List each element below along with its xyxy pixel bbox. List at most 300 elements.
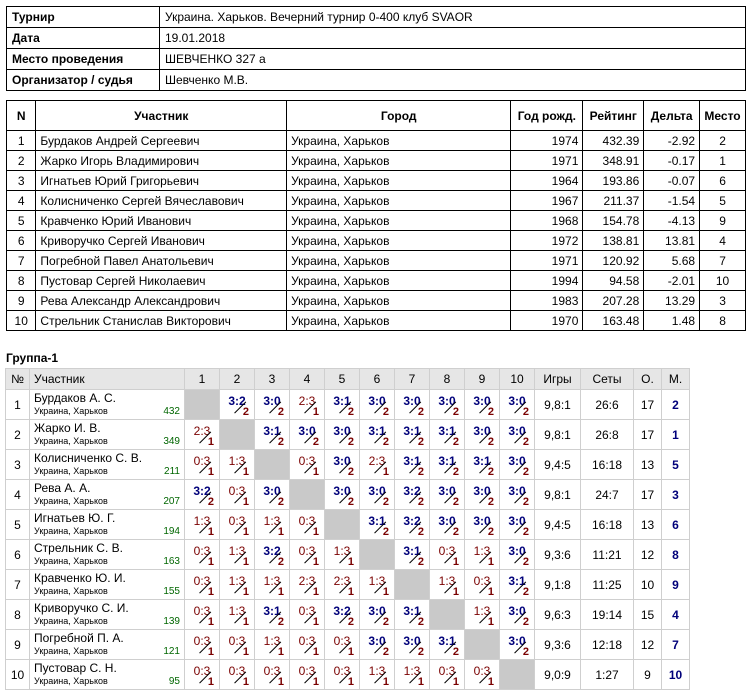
game-points: 1 xyxy=(207,466,214,478)
game-score: 0:3 xyxy=(193,543,211,558)
participant-rating: 154.78 xyxy=(583,211,644,231)
player-name: Игнатьев Ю. Г. xyxy=(34,511,116,525)
crosstable-row xyxy=(6,540,690,570)
player-cell xyxy=(30,540,185,570)
game-points: 2 xyxy=(347,436,354,448)
game-result-cell xyxy=(290,510,325,540)
game-points: 1 xyxy=(487,676,494,688)
crosstable-row xyxy=(6,420,690,450)
participant-rating: 94.58 xyxy=(583,271,644,291)
game-points: 2 xyxy=(277,436,284,448)
header-city: Город xyxy=(287,101,511,131)
game-result-cell xyxy=(185,420,220,450)
game-score: 3:0 xyxy=(263,483,281,498)
diagonal-cell xyxy=(500,660,535,690)
table-row xyxy=(7,191,746,211)
game-points: 2 xyxy=(522,436,529,448)
game-points: 1 xyxy=(207,676,214,688)
game-result-cell xyxy=(220,600,255,630)
game-score: 3:0 xyxy=(438,483,456,498)
participants-table xyxy=(6,100,746,331)
diagonal-cell xyxy=(255,450,290,480)
game-result-cell xyxy=(430,660,465,690)
game-score: 3:0 xyxy=(508,513,526,528)
crosstable-row xyxy=(6,390,690,420)
row-number: 5 xyxy=(6,510,30,540)
place-result: 1 xyxy=(662,420,690,450)
game-score: 3:0 xyxy=(508,543,526,558)
games-total: 9,4:5 xyxy=(535,450,581,480)
player-cell xyxy=(30,570,185,600)
game-result-cell xyxy=(185,570,220,600)
game-points: 2 xyxy=(417,616,424,628)
info-value: Украина. Харьков. Вечерний турнир 0-400 клуб SVAOR xyxy=(160,7,746,28)
game-points: 2 xyxy=(452,406,459,418)
header-delta: Дельта xyxy=(644,101,700,131)
game-score: 3:1 xyxy=(403,423,421,438)
games-total: 9,8:1 xyxy=(535,480,581,510)
game-score: 3:0 xyxy=(333,453,351,468)
game-score: 0:3 xyxy=(298,453,316,468)
sets-total: 26:6 xyxy=(581,390,634,420)
crosstable-row xyxy=(6,570,690,600)
game-points: 1 xyxy=(312,526,319,538)
game-result-cell xyxy=(325,570,360,600)
header-birth-year: Год рожд. xyxy=(511,101,583,131)
player-cell xyxy=(30,660,185,690)
game-result-cell xyxy=(465,570,500,600)
game-score: 3:0 xyxy=(298,423,316,438)
game-points: 1 xyxy=(312,676,319,688)
game-points: 1 xyxy=(242,646,249,658)
participant-rating: 138.81 xyxy=(583,231,644,251)
game-result-cell xyxy=(465,510,500,540)
info-label: Место проведения xyxy=(7,49,160,70)
game-points: 2 xyxy=(522,616,529,628)
game-points: 2 xyxy=(417,466,424,478)
header-participant: Участник xyxy=(30,369,185,390)
row-number: 9 xyxy=(6,630,30,660)
sets-total: 11:25 xyxy=(581,570,634,600)
game-points: 2 xyxy=(522,586,529,598)
player-city: Украина, Харьков xyxy=(34,466,108,476)
game-points: 1 xyxy=(312,556,319,568)
player-cell xyxy=(30,510,185,540)
game-result-cell xyxy=(465,420,500,450)
game-points: 2 xyxy=(452,436,459,448)
game-points: 1 xyxy=(312,616,319,628)
game-result-cell xyxy=(255,660,290,690)
participant-name: Криворучко Сергей Иванович xyxy=(36,231,287,251)
game-score: 0:3 xyxy=(228,483,246,498)
header-points: О. xyxy=(634,369,662,390)
game-result-cell xyxy=(220,570,255,600)
row-number: 3 xyxy=(6,450,30,480)
row-number: 1 xyxy=(6,390,30,420)
games-total: 9,1:8 xyxy=(535,570,581,600)
game-points: 2 xyxy=(522,406,529,418)
game-points: 1 xyxy=(452,676,459,688)
game-points: 1 xyxy=(207,646,214,658)
participant-name: Кравченко Юрий Иванович xyxy=(36,211,287,231)
participant-city: Украина, Харьков xyxy=(287,211,511,231)
game-score: 1:3 xyxy=(228,603,246,618)
game-points: 1 xyxy=(207,436,214,448)
game-result-cell xyxy=(465,480,500,510)
sets-total: 16:18 xyxy=(581,510,634,540)
game-result-cell xyxy=(395,480,430,510)
game-result-cell xyxy=(395,420,430,450)
game-score: 0:3 xyxy=(473,663,491,678)
participant-place: 3 xyxy=(700,291,746,311)
player-cell xyxy=(30,600,185,630)
participant-birth-year: 1971 xyxy=(511,151,583,171)
player-name: Колисниченко С. В. xyxy=(34,451,143,465)
game-result-cell xyxy=(430,480,465,510)
player-rating: 95 xyxy=(168,676,180,687)
game-score: 0:3 xyxy=(333,663,351,678)
player-city: Украина, Харьков xyxy=(34,676,108,686)
game-score: 3:0 xyxy=(473,393,491,408)
game-points: 2 xyxy=(417,526,424,538)
table-row xyxy=(7,211,746,231)
row-number: 8 xyxy=(6,600,30,630)
game-points: 1 xyxy=(277,586,284,598)
game-points: 2 xyxy=(347,406,354,418)
game-score: 1:3 xyxy=(193,513,211,528)
game-score: 1:3 xyxy=(263,513,281,528)
game-score: 3:2 xyxy=(228,393,246,408)
participant-city: Украина, Харьков xyxy=(287,271,511,291)
game-points: 2 xyxy=(277,616,284,628)
points-total: 12 xyxy=(634,540,662,570)
game-score: 1:3 xyxy=(228,453,246,468)
points-total: 13 xyxy=(634,450,662,480)
place-result: 3 xyxy=(662,480,690,510)
participant-city: Украина, Харьков xyxy=(287,311,511,331)
row-number: 7 xyxy=(6,570,30,600)
game-score: 2:3 xyxy=(368,453,386,468)
game-result-cell xyxy=(290,390,325,420)
game-score: 0:3 xyxy=(193,573,211,588)
game-score: 1:3 xyxy=(368,663,386,678)
info-row xyxy=(7,70,746,91)
info-value: 19.01.2018 xyxy=(160,28,746,49)
game-score: 0:3 xyxy=(193,633,211,648)
game-points: 1 xyxy=(382,466,389,478)
games-total: 9,8:1 xyxy=(535,420,581,450)
player-name: Жарко И. В. xyxy=(34,421,101,435)
game-score: 0:3 xyxy=(263,663,281,678)
participant-birth-year: 1994 xyxy=(511,271,583,291)
game-points: 2 xyxy=(242,406,249,418)
table-row xyxy=(7,271,746,291)
game-result-cell xyxy=(325,540,360,570)
game-result-cell xyxy=(500,390,535,420)
player-city: Украина, Харьков xyxy=(34,436,108,446)
sets-total: 11:21 xyxy=(581,540,634,570)
game-result-cell xyxy=(360,390,395,420)
participant-number: 1 xyxy=(7,131,36,151)
participant-birth-year: 1970 xyxy=(511,311,583,331)
game-result-cell xyxy=(220,510,255,540)
crosstable-row xyxy=(6,600,690,630)
header-col-10: 10 xyxy=(500,369,535,390)
game-score: 2:3 xyxy=(298,393,316,408)
game-points: 1 xyxy=(312,466,319,478)
game-score: 0:3 xyxy=(193,603,211,618)
participant-birth-year: 1974 xyxy=(511,131,583,151)
header-col-9: 9 xyxy=(465,369,500,390)
game-points: 2 xyxy=(487,466,494,478)
header-col-8: 8 xyxy=(430,369,465,390)
participant-name: Игнатьев Юрий Григорьевич xyxy=(36,171,287,191)
game-result-cell xyxy=(255,540,290,570)
game-result-cell xyxy=(290,450,325,480)
game-score: 2:3 xyxy=(298,573,316,588)
participant-number: 9 xyxy=(7,291,36,311)
player-city: Украина, Харьков xyxy=(34,406,108,416)
player-rating: 349 xyxy=(163,436,180,447)
game-score: 1:3 xyxy=(228,573,246,588)
player-city: Украина, Харьков xyxy=(34,496,108,506)
player-city: Украина, Харьков xyxy=(34,646,108,656)
game-result-cell xyxy=(465,540,500,570)
crosstable-row xyxy=(6,660,690,690)
player-cell xyxy=(30,480,185,510)
participant-place: 8 xyxy=(700,311,746,331)
participant-name: Колисниченко Сергей Вячеславович xyxy=(36,191,287,211)
participant-rating: 193.86 xyxy=(583,171,644,191)
game-result-cell xyxy=(255,510,290,540)
game-score: 3:2 xyxy=(263,543,281,558)
game-result-cell xyxy=(325,480,360,510)
game-points: 2 xyxy=(417,436,424,448)
place-result: 6 xyxy=(662,510,690,540)
diagonal-cell xyxy=(325,510,360,540)
place-result: 5 xyxy=(662,450,690,480)
game-score: 3:1 xyxy=(368,423,386,438)
table-row xyxy=(7,231,746,251)
participant-name: Рева Александр Александрович xyxy=(36,291,287,311)
row-number: 2 xyxy=(6,420,30,450)
participant-name: Пустовар Сергей Николаевич xyxy=(36,271,287,291)
game-points: 2 xyxy=(487,526,494,538)
player-name: Пустовар С. Н. xyxy=(34,661,117,675)
header-col-2: 2 xyxy=(220,369,255,390)
participant-rating: 211.37 xyxy=(583,191,644,211)
game-score: 3:0 xyxy=(403,393,421,408)
info-value: Шевченко М.В. xyxy=(160,70,746,91)
game-points: 2 xyxy=(522,496,529,508)
participant-place: 7 xyxy=(700,251,746,271)
games-total: 9,8:1 xyxy=(535,390,581,420)
game-score: 1:3 xyxy=(333,543,351,558)
place-result: 8 xyxy=(662,540,690,570)
player-rating: 121 xyxy=(163,646,180,657)
points-total: 10 xyxy=(634,570,662,600)
game-points: 1 xyxy=(347,676,354,688)
points-total: 17 xyxy=(634,480,662,510)
place-result: 4 xyxy=(662,600,690,630)
game-result-cell xyxy=(220,480,255,510)
diagonal-cell xyxy=(290,480,325,510)
game-points: 1 xyxy=(452,586,459,598)
game-result-cell xyxy=(360,600,395,630)
game-points: 1 xyxy=(487,556,494,568)
player-cell xyxy=(30,630,185,660)
place-result: 2 xyxy=(662,390,690,420)
game-score: 3:0 xyxy=(473,483,491,498)
game-points: 2 xyxy=(312,436,319,448)
game-result-cell xyxy=(430,540,465,570)
game-result-cell xyxy=(430,510,465,540)
game-result-cell xyxy=(220,450,255,480)
header-place: Место xyxy=(700,101,746,131)
player-rating: 432 xyxy=(163,406,180,417)
game-result-cell xyxy=(465,660,500,690)
game-score: 3:1 xyxy=(438,633,456,648)
game-result-cell xyxy=(185,630,220,660)
game-score: 3:0 xyxy=(403,633,421,648)
participants-header-row xyxy=(7,101,746,131)
table-row xyxy=(7,291,746,311)
row-number: 6 xyxy=(6,540,30,570)
game-points: 2 xyxy=(347,466,354,478)
game-result-cell xyxy=(185,540,220,570)
crosstable-row xyxy=(6,480,690,510)
place-result: 10 xyxy=(662,660,690,690)
game-points: 1 xyxy=(207,556,214,568)
participant-delta: -0.07 xyxy=(644,171,700,191)
game-points: 1 xyxy=(242,526,249,538)
game-points: 2 xyxy=(382,646,389,658)
info-row xyxy=(7,7,746,28)
participant-birth-year: 1967 xyxy=(511,191,583,211)
game-points: 2 xyxy=(382,406,389,418)
game-points: 1 xyxy=(452,556,459,568)
game-points: 1 xyxy=(242,556,249,568)
crosstable-row xyxy=(6,510,690,540)
player-city: Украина, Харьков xyxy=(34,616,108,626)
place-result: 9 xyxy=(662,570,690,600)
game-score: 3:0 xyxy=(368,603,386,618)
sets-total: 12:18 xyxy=(581,630,634,660)
player-cell xyxy=(30,420,185,450)
game-result-cell xyxy=(430,420,465,450)
game-score: 3:0 xyxy=(333,483,351,498)
game-result-cell xyxy=(185,480,220,510)
tournament-info-table xyxy=(6,6,746,91)
player-name: Погребной П. А. xyxy=(34,631,124,645)
game-score: 3:0 xyxy=(508,423,526,438)
table-row xyxy=(7,171,746,191)
header-col-4: 4 xyxy=(290,369,325,390)
player-rating: 139 xyxy=(163,616,180,627)
game-score: 3:1 xyxy=(403,543,421,558)
diagonal-cell xyxy=(430,600,465,630)
participant-delta: -1.54 xyxy=(644,191,700,211)
player-cell xyxy=(30,390,185,420)
games-total: 9,4:5 xyxy=(535,510,581,540)
game-points: 1 xyxy=(347,556,354,568)
game-points: 1 xyxy=(242,586,249,598)
player-name: Стрельник С. В. xyxy=(34,541,123,555)
game-points: 1 xyxy=(417,676,424,688)
game-result-cell xyxy=(290,630,325,660)
game-score: 3:0 xyxy=(263,393,281,408)
player-city: Украина, Харьков xyxy=(34,556,108,566)
game-score: 3:0 xyxy=(508,633,526,648)
game-result-cell xyxy=(255,600,290,630)
game-points: 2 xyxy=(487,496,494,508)
game-points: 1 xyxy=(242,466,249,478)
game-points: 1 xyxy=(347,646,354,658)
points-total: 13 xyxy=(634,510,662,540)
game-result-cell xyxy=(360,570,395,600)
row-number: 10 xyxy=(6,660,30,690)
game-score: 2:3 xyxy=(333,573,351,588)
participant-city: Украина, Харьков xyxy=(287,171,511,191)
game-points: 2 xyxy=(417,406,424,418)
participant-birth-year: 1968 xyxy=(511,211,583,231)
game-points: 1 xyxy=(207,586,214,598)
participant-rating: 432.39 xyxy=(583,131,644,151)
game-score: 3:0 xyxy=(508,453,526,468)
game-points: 2 xyxy=(487,436,494,448)
participant-city: Украина, Харьков xyxy=(287,151,511,171)
game-result-cell xyxy=(290,600,325,630)
game-score: 3:2 xyxy=(333,603,351,618)
game-points: 1 xyxy=(487,616,494,628)
participant-birth-year: 1964 xyxy=(511,171,583,191)
game-score: 3:0 xyxy=(368,633,386,648)
header-games: Игры xyxy=(535,369,581,390)
group-title: Группа-1 xyxy=(6,351,59,365)
diagonal-cell xyxy=(220,420,255,450)
participant-name: Бурдаков Андрей Сергеевич xyxy=(36,131,287,151)
game-score: 0:3 xyxy=(228,513,246,528)
info-value: ШЕВЧЕНКО 327 а xyxy=(160,49,746,70)
game-score: 3:1 xyxy=(263,603,281,618)
game-points: 2 xyxy=(347,496,354,508)
game-result-cell xyxy=(325,450,360,480)
game-points: 2 xyxy=(382,436,389,448)
game-result-cell xyxy=(255,390,290,420)
header-place: М. xyxy=(662,369,690,390)
player-city: Украина, Харьков xyxy=(34,586,108,596)
game-result-cell xyxy=(220,660,255,690)
game-points: 2 xyxy=(277,556,284,568)
game-score: 1:3 xyxy=(438,573,456,588)
participant-place: 9 xyxy=(700,211,746,231)
row-number: 4 xyxy=(6,480,30,510)
game-result-cell xyxy=(500,450,535,480)
game-points: 2 xyxy=(417,496,424,508)
game-points: 2 xyxy=(522,556,529,568)
game-result-cell xyxy=(255,420,290,450)
participant-place: 2 xyxy=(700,131,746,151)
header-col-6: 6 xyxy=(360,369,395,390)
participant-number: 3 xyxy=(7,171,36,191)
crosstable-header-row xyxy=(6,369,690,390)
player-rating: 207 xyxy=(163,496,180,507)
points-total: 17 xyxy=(634,390,662,420)
game-result-cell xyxy=(220,540,255,570)
game-points: 1 xyxy=(347,586,354,598)
game-points: 2 xyxy=(277,496,284,508)
sets-total: 19:14 xyxy=(581,600,634,630)
